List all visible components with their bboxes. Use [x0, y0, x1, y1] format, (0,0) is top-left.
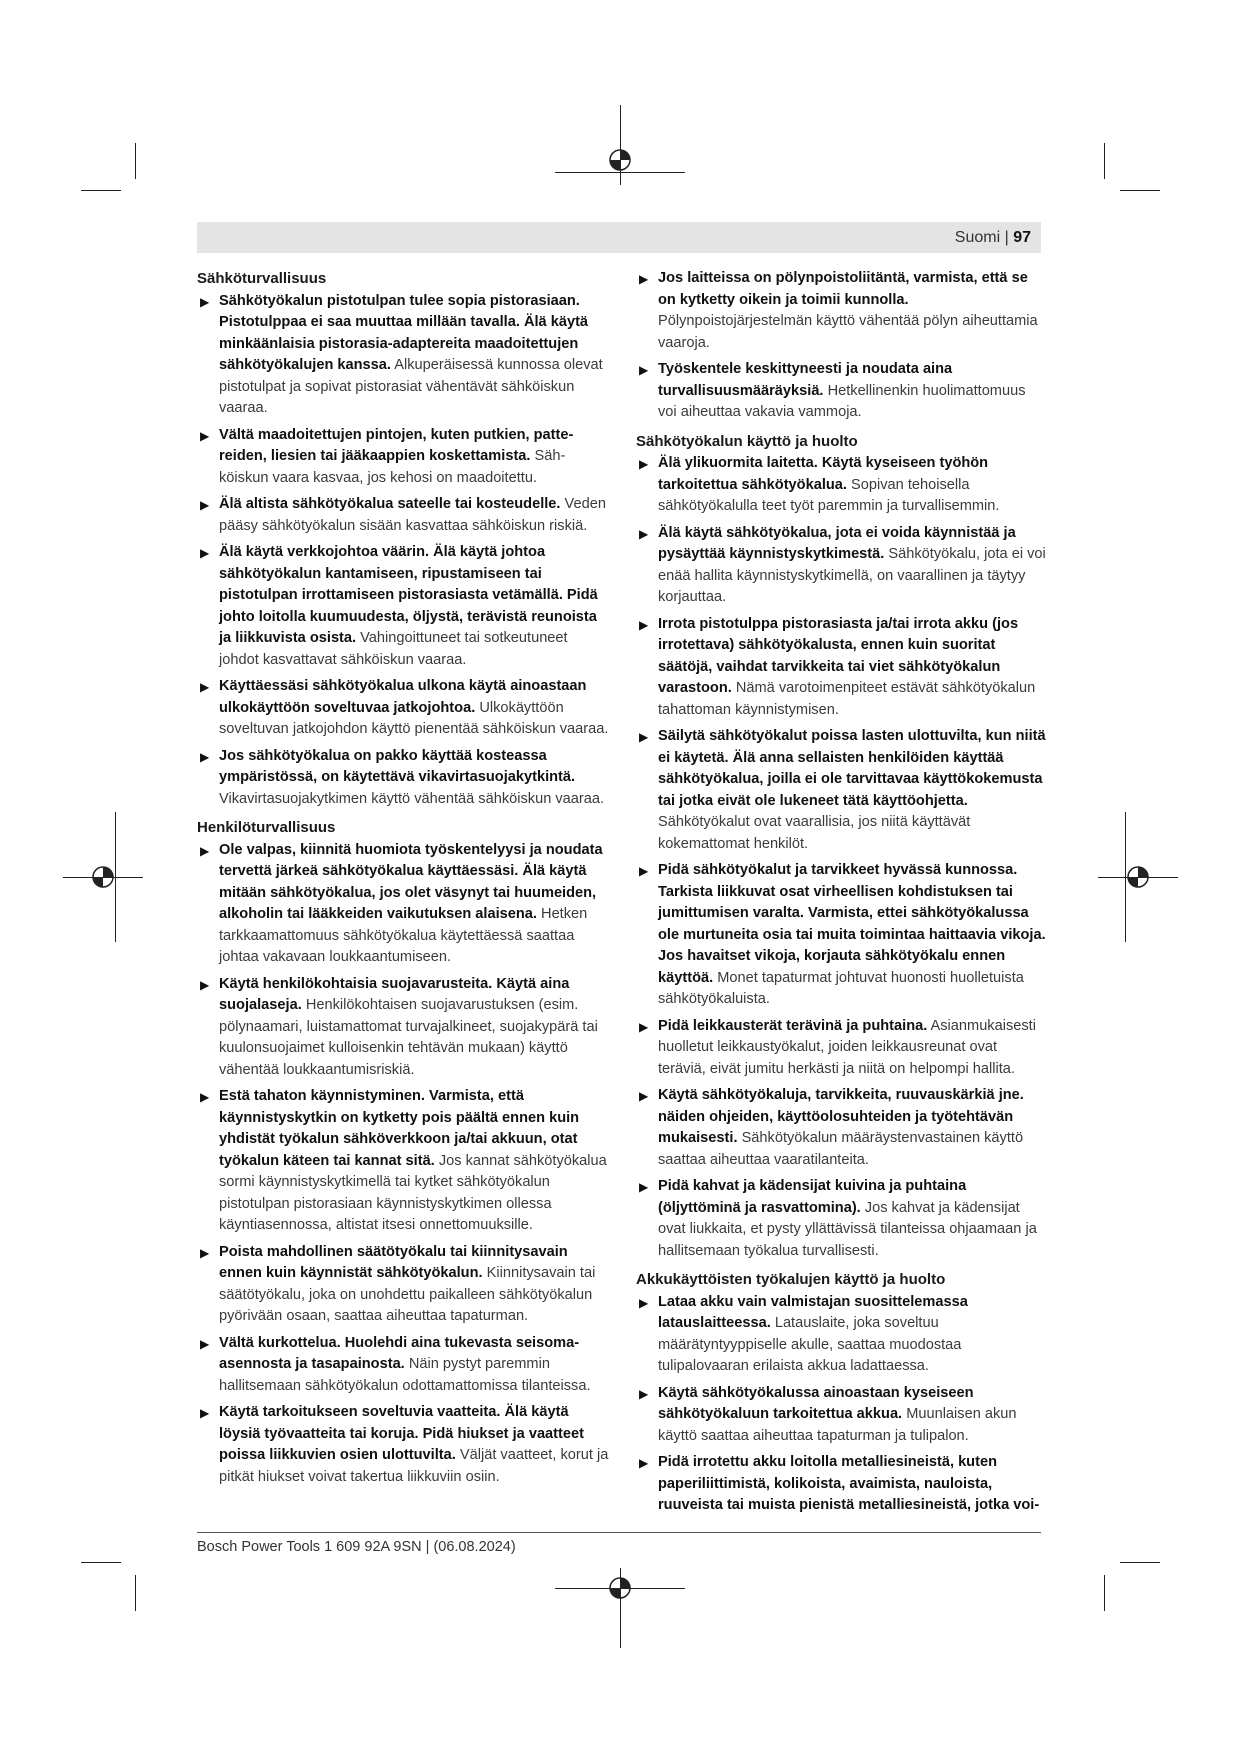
list-item — [197, 494, 609, 537]
bullet-arrow-icon: ▶ — [639, 272, 649, 286]
header-separator: | — [1004, 229, 1009, 246]
item-bold: Säilytä sähkötyökalut poissa lasten ulottuvilta, kun niitä ei käytetä. Älä anna sellaisten henkilöiden käyttää sähkötyökalua, joilla ei ole tarvittavaa käyttökokemusta tai jotka eivät ole lukeneet tätä käyttöohjetta. — [658, 728, 1046, 809]
bullet-arrow-icon: ▶ — [639, 1456, 649, 1470]
bullet-arrow-icon: ▶ — [200, 749, 210, 764]
item-bold: Työskentele keskittyneesti ja noudata aina turvallisuusmääräyksiä. — [658, 361, 953, 399]
bullet-arrow-icon: ▶ — [200, 1336, 210, 1351]
item-bold: Jos laitteissa on pölynpoistoliitäntä, varmista, että se on kytketty oikein ja toimii kunnolla. — [658, 270, 1028, 308]
list-item — [636, 726, 1048, 855]
section-title-personal-safety: Henkilöturvallisuus — [197, 819, 336, 836]
list-item — [197, 840, 609, 969]
list-item — [636, 1292, 1048, 1378]
bullet-arrow-icon: ▶ — [200, 428, 210, 443]
list-item — [197, 974, 609, 1082]
item-text: Henkilökohtaisen suojavarustuksen (esim. pölynaamari, luistamattomat turvajalkineet, suojakypärä tai kuulonsuojaimet kulloisenkin tehtävän mukaan) käyttö vähentää loukkaantumisriskiä. — [219, 997, 598, 1078]
item-bold: Käytä henkilökohtaisia suojavarusteita. Käytä aina suojalaseja. — [219, 975, 570, 1013]
list-item — [636, 860, 1048, 1011]
bullet-arrow-icon: ▶ — [200, 680, 210, 694]
list-item — [197, 1242, 609, 1328]
item-bold: Ole valpas, kiinnitä huomiota työskentelyysi ja noudata tervettä järkeä sähkötyökalua käyttäessäsi. Älä käytä mitään sähkötyökalua, jos olet väsynyt tai huumeiden, alkoholin tai lääkkeiden vaikutuksen alaisena. — [219, 841, 603, 922]
bullet-arrow-icon: ▶ — [200, 546, 210, 560]
list-item — [636, 1085, 1048, 1171]
bullet-arrow-icon: ▶ — [639, 1019, 649, 1034]
item-text: Latauslaite, joka soveltuu määrätyntyyppiselle akulle, saattaa muodostaa tulipalovaaran erilaista akkua ladattaessa. — [658, 1315, 962, 1374]
bullet-arrow-icon: ▶ — [639, 730, 649, 744]
crop-mark-top-left-v — [135, 143, 136, 179]
item-bold: Käytä sähkötyökaluja, tarvikkeita, ruuvauskärkiä jne. näiden ohjeiden, käyttöolosuhteiden ja työtehtävän mukaisesti. — [658, 1087, 1024, 1146]
item-bold: Poista mahdollinen säätötyökalu tai kiinnitysavain ennen kuin käynnistät sähkötyökalun. — [219, 1243, 568, 1281]
list-item — [636, 1016, 1048, 1081]
item-bold: Sähkötyökalun pistotulpan tulee sopia pistorasiaan. Pistotulppaa ei saa muuttaa millään tavalla. Älä käytä minkäänlaisia pistorasia-adaptereita maadoitettujen sähkötyökalujen kanssa. — [219, 292, 589, 373]
item-bold: Käytä sähkötyökalussa ainoastaan kyseiseen sähkötyökaluun tarkoitettua akkua. — [658, 1384, 974, 1422]
list-item — [197, 676, 609, 741]
registration-target-icon — [1125, 864, 1151, 890]
list-item — [636, 1176, 1048, 1262]
crop-mark-bottom-left-v — [135, 1575, 136, 1611]
item-bold: Älä altista sähkötyökalua sateelle tai kosteudelle. — [219, 496, 561, 512]
item-text: Näin pystyt paremmin hallitsemaan sähkötyökalun odottamattomissa tilanteissa. — [219, 1356, 591, 1394]
bullet-arrow-icon: ▶ — [639, 526, 649, 541]
item-bold: Älä ylikuormita laitetta. Käytä kyseiseen työhön tarkoitettua sähkötyökalua. — [658, 455, 989, 493]
item-text: Alkuperäisessä kunnossa olevat pistotulpat ja sopivat pistorasiat vähentävät sähköiskun vaaraa. — [219, 357, 603, 416]
bullet-arrow-icon: ▶ — [200, 977, 210, 992]
list-item — [636, 523, 1048, 609]
bullet-arrow-icon: ▶ — [200, 294, 210, 309]
bullet-arrow-icon: ▶ — [639, 363, 649, 377]
registration-line-top-v — [620, 105, 621, 185]
item-bold: Vältä kurkottelua. Huolehdi aina tukevasta seisoma-asennosta ja tasapainosta. — [219, 1334, 580, 1372]
section-title-battery-tools: Akkukäyttöisten työkalujen käyttö ja huolto — [636, 1271, 946, 1288]
header-language: Suomi — [954, 229, 1001, 246]
item-text: Muunlaisen akun käyttö saattaa aiheuttaa tapaturman ja tulipalon. — [658, 1406, 1017, 1444]
section-title-tool-use-and-care: Sähkötyökalun käyttö ja huolto — [636, 432, 858, 450]
item-text: Kiinnitysavain tai säätötyökalu, joka on unohdettu paikalleen sähkötyökalun pyörivään osaan, saattaa aiheuttaa tapaturman. — [219, 1265, 596, 1324]
item-bold: Irrota pistotulppa pistorasiasta ja/tai irrota akku (jos irrotettava) sähkötyökalusta, ennen kuin suoritat säätöjä, vaihdat tarvikkeita tai viet sähkötyökalun varastoon. — [658, 615, 1019, 696]
item-text: Sähkötyökalu, jota ei voi enää hallita käynnistyskytkimellä, on vaarallinen ja täytyy korjauttaa. — [658, 546, 1046, 605]
item-bold: Älä käytä verkkojohtoa väärin. Älä käytä johtoa sähkötyökalun kantamiseen, ripustamiseen tai pistotulpan irrottamiseen pistorasiasta vetämällä. Pidä johto loitolla kuumuudesta, öljystä, terävistä reunoista ja liikkuvista osista. — [219, 544, 598, 646]
list-item — [197, 425, 609, 490]
item-text: Jos kahvat ja kädensijat ovat liukkaita, et pysty yllättävissä tilanteissa ohjaamaan ja hallitsemaan työkalua turvallisesti. — [658, 1199, 1037, 1259]
list-item — [636, 614, 1048, 722]
item-bold: Jos sähkötyökalua on pakko käyttää kosteassa ympäristössä, on käytettävä vikavirtasuojakytkintä. — [219, 747, 576, 785]
crop-mark-bottom-right-h — [1120, 1562, 1160, 1563]
bullet-arrow-icon: ▶ — [200, 498, 210, 512]
item-text: Asianmukaisesti huolletut leikkaustyökalut, joiden leikkausreunat ovat teräviä, eivät jumitu herkästi ja niitä on helpompi hallita. — [658, 1017, 1036, 1077]
item-text: Vahingoittuneet tai sotkeutuneet johdot kasvattavat sähköiskun vaaraa. — [219, 630, 568, 668]
item-bold: Pidä kahvat ja kädensijat kuivina ja puhtaina (öljyttöminä ja rasvattomina). — [658, 1178, 967, 1216]
crop-mark-top-right-h — [1120, 190, 1160, 191]
item-text: Pölynpoistojärjestelmän käyttö vähentää pölyn aiheuttamia vaaroja. — [658, 313, 1038, 351]
item-text: Sopivan tehoisella sähkötyökalulla teet työt paremmin ja turvallisemmin. — [658, 476, 1000, 514]
registration-target-icon — [607, 1575, 633, 1601]
item-text: Monet tapaturmat johtuvat huonosti huolletuista sähkötyökaluista. — [658, 969, 1024, 1007]
item-text: Nämä varotoimenpiteet estävät sähkötyökalun tahattoman käynnistymisen. — [658, 680, 1036, 718]
crop-mark-top-right-v — [1104, 143, 1105, 179]
list-item — [197, 542, 609, 671]
list-item — [636, 1383, 1048, 1448]
list-item — [197, 1086, 609, 1237]
registration-target-icon — [607, 147, 633, 173]
bullet-arrow-icon: ▶ — [200, 1406, 210, 1420]
right-column — [636, 268, 1048, 1522]
bullet-arrow-icon: ▶ — [639, 617, 649, 632]
page-number: 97 — [1013, 229, 1031, 246]
item-bold: Vältä maadoitettujen pintojen, kuten putkien, pattereiden, liesien tai jääkaappien koskettamista. — [219, 426, 574, 464]
bullet-arrow-icon: ▶ — [200, 843, 210, 858]
bullet-arrow-icon: ▶ — [639, 1386, 649, 1401]
list-item — [197, 1333, 609, 1398]
item-text: Sähkötyökalut ovat vaarallisia, jos niitä käyttävät kokemattomat henkilöt. — [658, 814, 971, 852]
bullet-arrow-icon: ▶ — [200, 1245, 210, 1260]
page-header — [197, 222, 1041, 253]
list-item — [197, 1402, 609, 1488]
item-bold: Pidä sähkötyökalut ja tarvikkeet hyvässä kunnossa. Tarkista liikkuvat osat virheellisen kohdistuksen tai jumittumisen varalta. Varmista, ettei sähkötyökalussa ole murtuneita osia tai muita toimintaa haittaavia vikoja. Jos havaitset vikoja, korjauta sähkötyökalu ennen käyttöä. — [658, 862, 1046, 986]
list-item — [636, 453, 1048, 518]
bullet-arrow-icon: ▶ — [639, 1295, 649, 1310]
item-bold: Pidä irrotettu akku loitolla metalliesineistä, kuten paperiliittimistä, kolikoista, avaimista, nauloista, ruuveista tai muista pienistä metalliesineistä, jotka voi- — [658, 1454, 1040, 1513]
item-bold: Estä tahaton käynnistyminen. Varmista, että käynnistyskytkin on kytketty pois päältä ennen kuin yhdistät työkalun sähköverkkoon ja/tai akkuun, otat työkalun käteen tai kannat sitä. — [219, 1088, 580, 1169]
bullet-arrow-icon: ▶ — [639, 1089, 649, 1103]
item-bold: Lataa akku vain valmistajan suosittelemassa latauslaitteessa. — [658, 1293, 968, 1331]
header-label — [955, 229, 1031, 247]
bullet-arrow-icon: ▶ — [639, 1180, 649, 1194]
crop-mark-bottom-right-v — [1104, 1575, 1105, 1611]
item-text: Sähkötyökalun määräystenvastainen käyttö saattaa aiheuttaa vaaratilanteita. — [658, 1130, 1024, 1168]
left-column — [197, 268, 609, 1493]
item-text: Hetkellinenkin huolimattomuus voi aiheuttaa vakavia vammoja. — [658, 382, 1026, 420]
list-item — [197, 291, 609, 420]
bullet-arrow-icon: ▶ — [639, 864, 649, 878]
footer-text: Bosch Power Tools 1 609 92A 9SN | (06.08.2024) — [197, 1539, 516, 1555]
item-text: Väljät vaatteet, korut ja pitkät hiukset voivat takertua liikkuviin osiin. — [219, 1447, 609, 1485]
list-item — [636, 268, 1048, 354]
crop-mark-top-left-h — [81, 190, 121, 191]
bullet-arrow-icon: ▶ — [200, 1090, 210, 1104]
item-text: Jos kannat sähkötyökalua sormi käynnistyskytkimellä tai kytket sähkötyökalun pistotulpan pistorasiaan käynnistyskytkimen ollessa käyntiasennossa, altistat itsesi onnettomuuksille. — [219, 1152, 607, 1233]
list-item — [636, 359, 1048, 424]
item-bold: Älä käytä sähkötyökalua, jota ei voida käynnistää ja pysäyttää käynnistyskytkimestä. — [658, 524, 1016, 562]
footer-divider — [197, 1532, 1041, 1533]
item-bold: Pidä leikkausterät terävinä ja puhtaina. — [658, 1017, 928, 1034]
list-item — [197, 746, 609, 811]
registration-target-icon — [90, 864, 116, 890]
section-title-electrical-safety: Sähköturvallisuus — [197, 270, 327, 287]
item-text: Vikavirtasuojakytkimen käyttö vähentää sähköiskun vaaraa. — [219, 790, 605, 807]
item-text: Sähköiskun vaara kasvaa, jos kehosi on maadoitettu. — [219, 448, 566, 486]
crop-mark-bottom-left-h — [81, 1562, 121, 1563]
item-text: Veden pääsy sähkötyökalun sisään kasvattaa sähköiskun riskiä. — [219, 496, 606, 534]
item-bold: Käytä tarkoitukseen soveltuvia vaatteita. Älä käytä löysiä työvaatteita tai koruja. Pidä hiukset ja vaatteet poissa liikkuvien osien ulottuvilta. — [219, 1404, 584, 1463]
item-text: Ulkokäyttöön soveltuvan jatkojohdon käyttö pienentää sähköiskun vaaraa. — [219, 699, 609, 737]
item-bold: Käyttäessäsi sähkötyökalua ulkona käytä ainoastaan ulkokäyttöön soveltuvaa jatkojohtoa. — [219, 678, 587, 716]
list-item — [636, 1452, 1048, 1517]
bullet-arrow-icon: ▶ — [639, 457, 649, 471]
item-text: Hetken tarkkaamattomuus sähkötyökalua käytettäessä saattaa johtaa vakavaan loukkaantumiseen. — [219, 906, 588, 965]
